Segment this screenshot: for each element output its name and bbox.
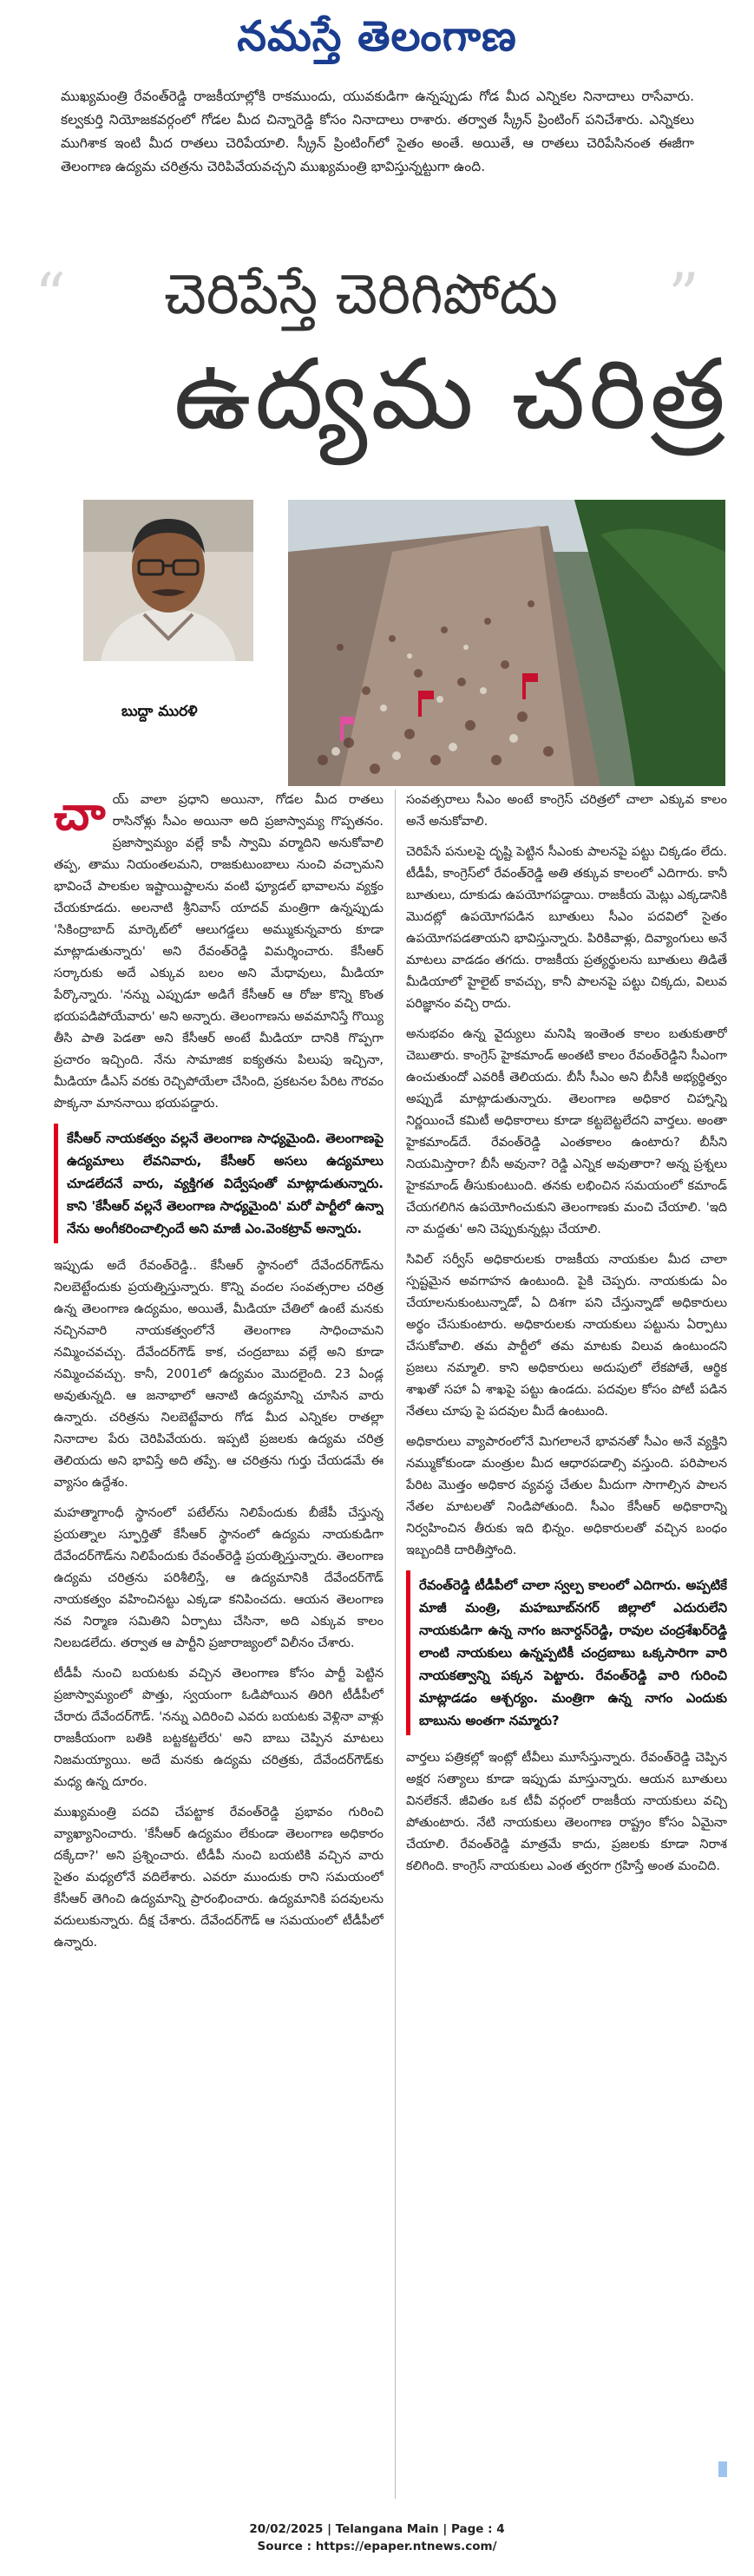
paragraph: మహత్మాగాంధీ స్థానంలో పటేల్‌ను నిలిపేందుకు బీజేపీ చేస్తున్న ప్రయత్నాల స్ఫూర్తితో కేసీఆర్ స్థానంలో ఉద్యమ నాయకుడిగా దేవేందర్‌గౌడ్‌ను నిలిపేందుకు రేవంత్‌రెడ్డి ప్రయత్నిస్తున్నారు. తెలంగాణ ఉద్యమ చరిత్రను పరిశీలిస్తే, ఆ ఉద్యమానికి దేవేందర్‌గౌడ్ నాయకత్వం వహించినట్టు ఎక్కడా కనిపించదు. ఆయన తెలంగాణ నవ నిర్మాణ సమితిని ఏర్పాటు చేసినా, అది ఎక్కువ కాలం నిలబడలేదు. తర్వాత ఆ పార్టీని ప్రజారాజ్యంలో విలీనం చేశారు. (54, 1506, 384, 1650)
paragraph: అధికారులు వ్యాపారంలోనే మిగలాలనే భావనతో సీఎం అనే వ్యక్తిని నమ్ముకోకుండా మంత్రుల మీద ఆధారపడాల్సి వస్తుంది. పరిపాలన పేరిట మొత్తం అధికార వ్యవస్థ చేతుల మీదుగా సాగాల్సిన పాలన నేతల మాటలతో నిండిపోతుంది. సీఎం కేసీఆర్ అధికారాన్ని నిర్వహించిన తీరుకు ఇది భిన్నం. అధికారులతో వచ్చిన బంధం ఇబ్బందికి దారితీస్తోంది. (406, 1435, 727, 1557)
masthead-logo: నమస్తే తెలంగాణ (237, 12, 517, 61)
column-divider (395, 790, 396, 2499)
article-column-2 (406, 790, 727, 2499)
paragraph: టీడీపీ నుంచి బయటకు వచ్చిన తెలంగాణ కోసం పార్టీ పెట్టిన ప్రజాస్వామ్యంలో పొత్తు, స్వయంగా ఓడిపోయిన తిరిగి టీడీపీలో చేరారు దేవేందర్‌గౌడ్. 'నన్ను ఎదిరించి ఎవరు బయటకు వెళ్లినా వాళ్లు రాజకీయంగా బతికి బట్టకట్టలేరు' అని బాబు చెప్పిన మాటలు నిజమయ్యాయి. అదే మనకు ఉద్యమ చరిత్రకు, దేవేందర్‌గౌడ్‌కు మధ్య ఉన్న దూరం. (54, 1667, 384, 1789)
crowd-photo (288, 500, 725, 786)
paragraph: వార్తలు పత్రికల్లో ఇంట్లో టీవీలు మూసేస్తున్నారు. రేవంత్‌రెడ్డి చెప్పిన అక్షర సత్యాలు కూడా ఇప్పుడు మాస్తున్నారు. ఆయన బూతులు వినలేకనే. జీవితం ఒక టీవీ వర్గంలో రాజకీయ నాయకులు వచ్చి పోతుంటారు. నేటి నాయకులు తెలంగాణ రాష్ట్రం కోసం ఏమైనా చేయాలి. రేవంత్‌రెడ్డి మాత్రమే కాదు, ప్రజలకు కూడా నిరాశ కలిగింది. కాంగ్రెస్ నాయకులు ఎంత త్వరగా గ్రహిస్తే అంత మంచిది. (406, 1751, 727, 1873)
article-column-1 (54, 790, 384, 2499)
paragraph: అనుభవం ఉన్న వైద్యులు మనిషి ఇంతెంత కాలం బతుకుతారో చెబుతారు. కాంగ్రెస్ హైకమాండ్ అంతటి కాలం రేవంత్‌రెడ్డిని సీఎంగా ఉంచుతుందో ఎవరికీ తెలియదు. బీసీ సీఎం అని బీసీకి అభ్యర్థిత్వం అప్పుడే మాట్లాడుతున్నారు. తెలంగాణ అధికార చిహ్నాన్ని నిర్ణయించే కమిటీ అధికారాలు కూడా కట్టబెట్టలేదని వార్తలు. అంతా హైకమాండ్‌దే. రేవంత్‌రెడ్డి ఎంతకాలం ఉంటారు? బీసీని నియమిస్తారా? బీసీ అవునా? రెడ్డి ఎన్నిక అవుతారా? అన్న ప్రశ్నలు హైకమాండ్ తీసుకుంటుంది. తనకు లభించిన సమయంలో కమాండ్ చేయగలిగిన ఉపయోగించుకుని తెలంగాణకు మంచి చేయాలి. 'ఇది నా మద్దతు' అని చెప్పుకున్నట్లు చేయాలి. (406, 1027, 727, 1236)
headline-line2: ఉద్యమ చరిత్ర (174, 338, 729, 451)
quote-open-icon: “ (35, 260, 66, 331)
quote-close-icon: ” (668, 260, 699, 331)
footer-source[interactable]: Source : https://epaper.ntnews.com/ (257, 2540, 497, 2553)
author-byline: బుద్దా మురళి (121, 703, 198, 720)
paragraph: ఇప్పుడు అదే రేవంత్‌రెడ్డి.. కేసీఆర్ స్థానంలో దేవేందర్‌గౌడ్‌ను నిలబెట్టేందుకు ప్రయత్నిస్తున్నారు. కొన్ని వందల సంవత్సరాల చరిత్ర ఉన్న తెలంగాణ ఉద్యమం, అయితే, మీడియా చేతిలో ఉంటే మనకు నచ్చినవారి నాయకత్వంలోనే తెలంగాణ సాధించామని నమ్మించవచ్చు. దేవేందర్‌గౌడ్ కాక, చంద్రబాబు వల్లే అని కూడా నమ్మించవచ్చు. కానీ, 2001లో ఉద్యమం మొదలైంది. 23 ఏండ్ల అవుతున్నది. ఆ జనాభాలో ఆనాటి ఉద్యమాన్ని చూసిన వారు ఉన్నారు. చరిత్రను నిలబెట్టేవారు గోడ మీద ఎన్నికల రాతల్లా నినాదాల పేరు చెరిపివేయరు. ఇప్పటి ప్రజలకు ఉద్యమ చరిత్ర తెలియదు అని భావిస్తే అది తప్పే. ఆ చరిత్రను గుర్తు చేయడమే ఈ వ్యాసం ఉద్దేశం. (54, 1259, 384, 1490)
paragraph: ముఖ్యమంత్రి పదవి చేపట్టాక రేవంత్‌రెడ్డి ప్రభావం గురించి వ్యాఖ్యానించారు. 'కేసీఆర్ ఉద్యమం లేకుండా తెలంగాణ అధికారం దక్కేదా?' అని ప్రశ్నించారు. టీడీపీ నుంచి బయటికి వచ్చిన వారు సైతం మధ్యలోనే వదిలేశారు. ఎవరూ ముందుకు రాని సమయంలో కేసీఆర్ తెగించి ఉద్యమాన్ని ప్రారంభించారు. ఉద్యమానికి పదవులను వదులుకున్నారు. దీక్ష చేశారు. దేవేందర్‌గౌడ్ ఆ సమయంలో టీడీపీలో ఉన్నారు. (54, 1806, 384, 1950)
paragraph: సంవత్సరాలు సీఎం అంటే కాంగ్రెస్ చరిత్రలో చాలా ఎక్కువ కాలం అనే అనుకోవాలి. (406, 793, 727, 829)
headline-line1: చెరిపేస్తే చెరిగిపోదు (164, 263, 558, 327)
pull-quote: కేసీఆర్ నాయకత్వం వల్లనే తెలంగాణ సాధ్యమైంది. తెలంగాణపై ఉద్యమాలు లేవనివారు, కేసీఆర్ అసలు ఉద్యమాలు చూడలేదనే వారు, వ్యక్తిగత విద్వేషంతో మాట్లాడుతున్నారు. కాని 'కేసీఆర్ వల్లనే తెలంగాణ సాధ్యమైంది' మరో పార్టీలో ఉన్నా నేను అంగీకరించాల్సిందే అని మాజీ ఎం.వెంకట్రావ్ అన్నారు. (54, 1124, 384, 1243)
dropcap: చా (54, 790, 106, 841)
author-photo (83, 500, 253, 661)
paragraph: చెరిపేసే పనులపై దృష్టి పెట్టిన సీఎంకు పాలనపై పట్టు చిక్కడం లేదు. టీడీపీ, కాంగ్రెస్‌లో రేవంత్‌రెడ్డి అతి తక్కువ కాలంలో ఎదిగారు. కానీ బూతులు, దూకుడు ఉపయోగపడ్డాయి. రాజకీయ మెట్లు ఎక్కడానికి మొదట్లో ఉపయోగపడిన బూతులు సీఎం పదవిలో సైతం ఉపయోగపడతాయని భావిస్తున్నారు. పిరికివాళ్లు, దివ్యాంగులు అనే మాటలు వాడడం తగదు. రాజకీయ ప్రత్యర్థులను బూతులు తిడితే మీడియాలో హైలైట్ కావచ్చు, కానీ పాలనపై పట్టు చిక్కదు, విలువ పరిజ్ఞానం వచ్చి రాదు. (406, 845, 727, 1011)
page-footer (0, 2520, 754, 2555)
end-marker (718, 2461, 727, 2477)
paragraph: సివిల్ సర్వీస్ అధికారులకు రాజకీయ నాయకుల మీద చాలా స్పష్టమైన అవగాహన ఉంటుంది. పైకి చెప్పరు. నాయకుడు ఏం చేయాలనుకుంటున్నాడో, ఏ దిశగా పని చేస్తున్నాడో అధికారులు అర్థం చేసుకుంటారు. అధికారులకు నాయకులు పట్టును ఏర్పాటు చేసుకోవాలి. తమ పార్టీలో తమ మాటకు విలువ ఉంటుందని ప్రజలు నమ్మాలి. కాని అధికారులు అదుపులో లేకపోతే, ఆర్థిక శాఖతో సహా ఏ శాఖపై పట్టు ఉండదు. పదవుల కోసం పోటీ పడిన నేతలు చూపు పై పదవుల మీదే ఉంటుంది. (406, 1253, 727, 1419)
paragraph: య్ వాలా ప్రధాని అయినా, గోడల మీద రాతలు రాసినోళ్లు సీఎం అయినా అది ప్రజాస్వామ్య గొప్పతనం. ప్రజాస్వామ్యం వల్లే కాపీ స్వామి వర్మాదిని అనుకోవాలి తప్ప, తాము నియంతలమని, రాజకుటుంబాలు నుంచి వచ్చామని భావించే పాలకుల ఇష్టాయిష్టాలను వంటి ఫ్యూడల్ భావాలను వ్యక్తం చేయకూడదు. అలనాటి శ్రీనివాస్ యాదవ్ మంత్రిగా ఉన్నప్పుడు 'సికింద్రాబాద్ మార్కెట్‌లో ఆలుగడ్డలు అమ్ముకున్నవారు కూడా మాట్లాడుతున్నారు' అని రేవంత్‌రెడ్డి విమర్శించారు. కేసీఆర్ సర్కారుకు అదే ఎక్కువ బలం అని మేధావులు, మీడియా పేర్కొన్నారు. 'నన్ను ఎప్పుడూ అడిగే కేసీఆర్ ఆ రోజు కొన్ని కొంత భయపడిపోయేవారు' అని అన్నారు. తెలంగాణను అవమానిస్తే గొయ్యి తీసి పాతి పెడతా అని కేసీఆర్ అంటే మీడియా దానికి గొప్పగా ప్రచారం ఇచ్చింది. నేను సామాజిక ఐక్యతను పిలుపు ఇచ్చినా, మీడియా డీఎస్ వరకు రెచ్చిపోయేలా చేసింది, ప్రకటనల పేరిట గౌరవం పొక్కనా మాననాయి భయపడ్డారు. (54, 793, 384, 1111)
article-intro: ముఖ్యమంత్రి రేవంత్‌రెడ్డి రాజకీయాల్లోకి రాకముందు, యువకుడిగా ఉన్నప్పుడు గోడ మీద ఎన్నికల నినాదాలు రాసేవారు. కల్వకుర్తి నియోజకవర్గంలో గోడల మీద చిన్నారెడ్డి కోసం నినాదాలు రాశారు. తర్వాత స్క్రీన్ ప్రింటింగ్ పనిచేశారు. ఎన్నికలు ముగిశాక ఇంటి మీద రాతలు చెరిపేయాలి. స్క్రీన్ ప్రింటింగ్‌లో సైతం అంతే. అయితే, ఆ రాతలు చెరిపేసినంత ఈజీగా తెలంగాణ ఉద్యమ చరిత్రను చెరిపివేయవచ్చని ముఖ్యమంత్రి భావిస్తున్నట్టుగా ఉంది. (61, 88, 694, 174)
footer-date-edition: 20/02/2025 | Telangana Main | Page : 4 (249, 2522, 505, 2536)
pull-quote: రేవంత్‌రెడ్డి టీడీపీలో చాలా స్వల్ప కాలంలో ఎదిగారు. అప్పటికే మాజీ మంత్రి, మహబూబ్‌నగర్ జిల్లాలో ఎదురులేని నాయకుడిగా ఉన్న నాగం జనార్దన్‌రెడ్డి, రావుల చంద్రశేఖర్‌రెడ్డి లాంటి నాయకులు ఉన్నప్పటికీ చంద్రబాబు ఒక్కసారిగా వారి నాయకత్వాన్ని పక్కన పెట్టారు. రేవంత్‌రెడ్డి వారి గురించి మాట్లాడడం ఆశ్చర్యం. మంత్రిగా ఉన్న నాగం ఎందుకు బాబును అంతగా నమ్మారు? (406, 1570, 727, 1735)
